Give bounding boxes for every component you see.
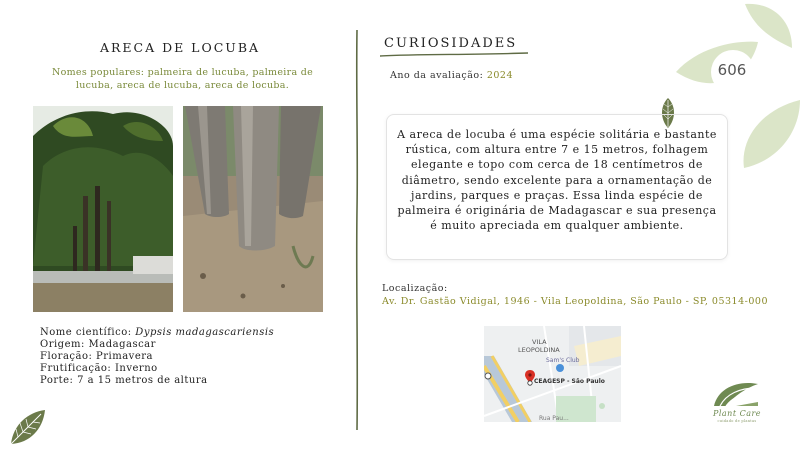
- location-address: Av. Dr. Gastão Vidigal, 1946 - Vila Leopoldina, São Paulo - SP, 05314-000: [382, 296, 768, 307]
- fruiting-row: Frutificação: Inverno: [40, 363, 158, 374]
- leaf-top-icon: [745, 4, 792, 48]
- tree-photo: [33, 106, 173, 312]
- map-street-label: Rua Pau...: [539, 415, 569, 422]
- center-divider: [352, 30, 362, 430]
- scientific-name-value: Dypsis madagascariensis: [135, 327, 275, 338]
- page-number-badge: 606: [717, 61, 747, 79]
- leaf-bottom-icon: [743, 100, 800, 168]
- evaluation-year: [390, 70, 513, 81]
- section-title: CURIOSIDADES: [384, 36, 518, 51]
- map-place-sams: Sam's Club: [546, 357, 580, 364]
- map-district-label-2: LEOPOLDINA: [518, 346, 560, 354]
- year-label: Ano da avaliação:: [390, 70, 487, 81]
- size-row: Porte: 7 a 15 metros de altura: [40, 375, 208, 386]
- year-value: 2024: [486, 70, 514, 81]
- title-underline: [380, 52, 530, 58]
- location-map[interactable]: [484, 326, 621, 422]
- map-district-label: VILA: [532, 338, 547, 346]
- description-box: [386, 114, 728, 260]
- scientific-name-label: Nome científico:: [40, 327, 136, 338]
- map-place-ceagesp: CEAGESP - São Paulo: [534, 378, 605, 385]
- origin-row: Origem: Madagascar: [40, 339, 156, 350]
- scientific-name-row: [40, 327, 274, 339]
- description-text: A areca de locuba é uma espécie solitária e bastante rústica, com altura entre 7 e 15 metros, folhagem elegante e topo com cerca de 18 centímetros de diâmetro, sendo excelente para a ornamentação de jardins, parques e praças. Essa linda espécie de palmeira é originária de Madagascar e sua presença é muito apreciada em qualquer ambiente.: [397, 128, 717, 233]
- species-info: [40, 327, 274, 387]
- location-label: Localização:: [382, 283, 448, 294]
- trunk-photo: [183, 106, 323, 312]
- species-title: ARECA DE LOCUBA: [99, 40, 261, 55]
- popular-names: Nomes populares: palmeira de lucuba, palmeira de lucuba, areca de lucuba, areca de locuba.: [51, 67, 314, 91]
- flowering-row: Floração: Primavera: [40, 351, 153, 362]
- brand-name: Plant Care: [712, 409, 762, 418]
- brand-tagline: cuidado de plantas: [717, 419, 757, 423]
- plant-care-logo-icon: [712, 378, 760, 408]
- leaf-bottom-left-icon: [8, 407, 48, 447]
